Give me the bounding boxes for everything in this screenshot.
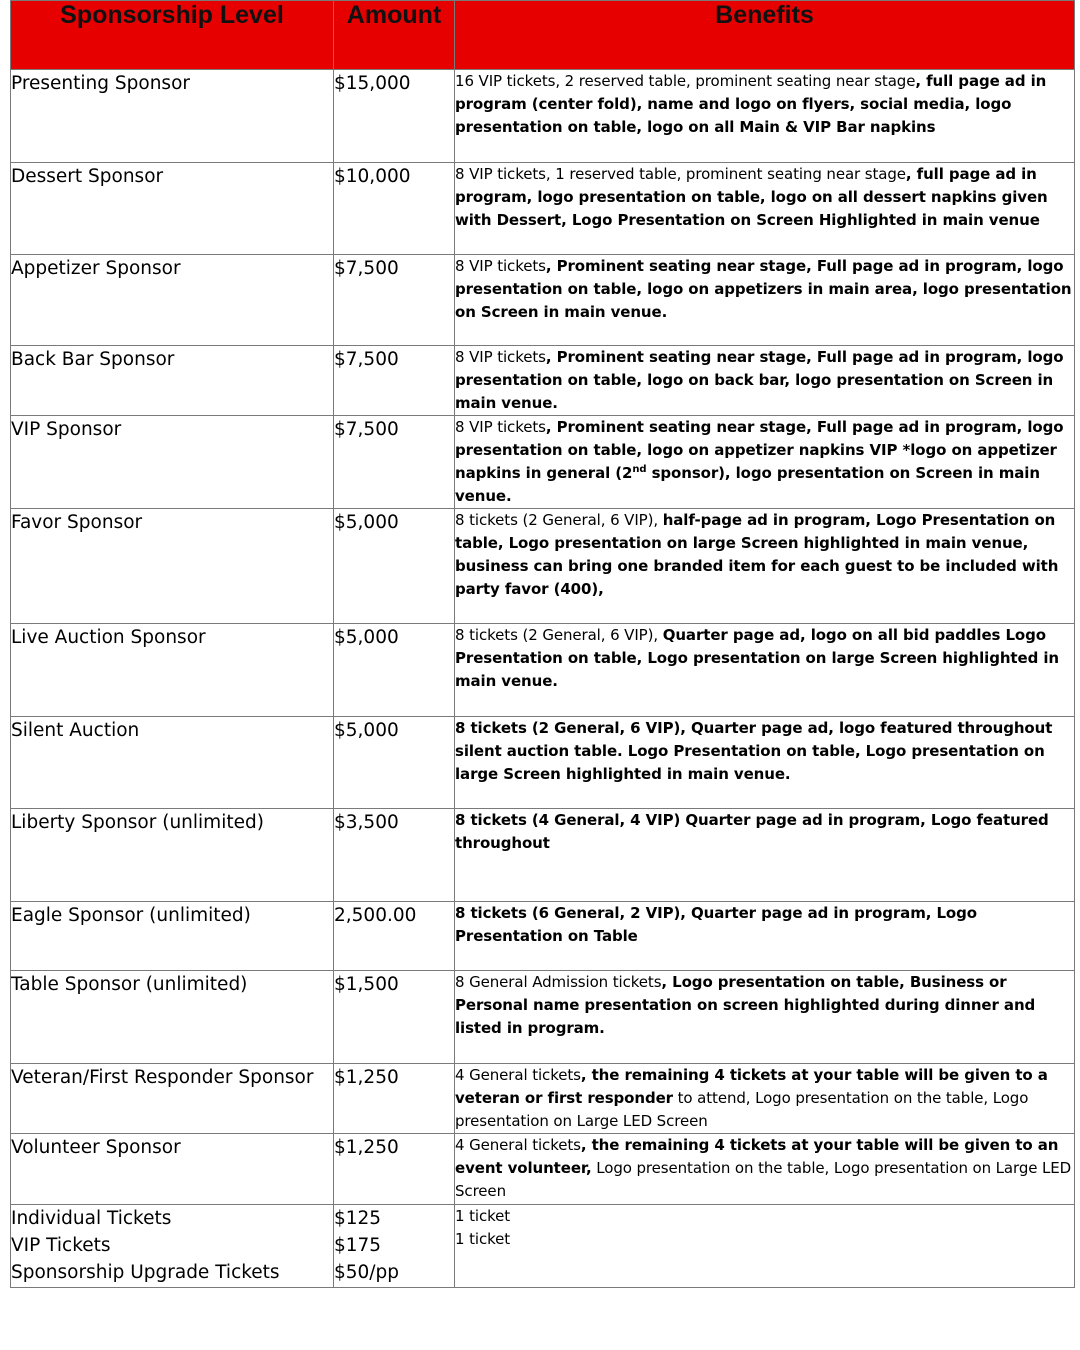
table-row [11, 971, 1075, 1064]
benefits-cell: 8 tickets (2 General, 6 VIP), Quarter page ad, logo featured throughout silent auction table. Logo Presentation on table, Logo presentation on large Screen highlighted in main venue. [455, 717, 1075, 809]
table-row [11, 1134, 1075, 1205]
benefits-cell: 8 tickets (2 General, 6 VIP), half-page ad in program, Logo Presentation on table, Logo presentation on large Screen highlighted in main venue, business can bring one branded item for each guest to be included with party favor (400), [455, 509, 1075, 624]
table-row [11, 809, 1075, 902]
ticket-benefit: 1 ticket [455, 1207, 511, 1225]
ticket-level: Sponsorship Upgrade Tickets [11, 1262, 280, 1283]
tickets-amount-cell [334, 1205, 455, 1288]
header-amount: Amount [334, 1, 455, 70]
sponsorship-table [10, 0, 1075, 1288]
amount-cell: $1,250 [334, 1134, 455, 1205]
ticket-amount: $175 [334, 1235, 382, 1256]
tickets-level-cell [11, 1205, 334, 1288]
table-row [11, 416, 1075, 509]
table-row [11, 1064, 1075, 1134]
table-row [11, 509, 1075, 624]
amount-cell: $15,000 [334, 70, 455, 163]
amount-cell: $10,000 [334, 163, 455, 255]
table-row [11, 717, 1075, 809]
level-cell: Table Sponsor (unlimited) [11, 971, 334, 1064]
amount-cell: $7,500 [334, 416, 455, 509]
level-cell: Liberty Sponsor (unlimited) [11, 809, 334, 902]
header-row [11, 1, 1075, 70]
amount-cell: $5,000 [334, 509, 455, 624]
table-row-tickets [11, 1205, 1075, 1288]
benefits-cell: 8 General Admission tickets, Logo presentation on table, Business or Personal name presentation on screen highlighted during dinner and listed in program. [455, 971, 1075, 1064]
table-row [11, 902, 1075, 971]
table-row [11, 346, 1075, 416]
ticket-level: Individual Tickets [11, 1208, 172, 1229]
amount-cell: $7,500 [334, 255, 455, 346]
level-cell: Veteran/First Responder Sponsor [11, 1064, 334, 1134]
table-row [11, 70, 1075, 163]
level-cell: VIP Sponsor [11, 416, 334, 509]
table-row [11, 163, 1075, 255]
benefits-cell: 8 VIP tickets, 1 reserved table, prominent seating near stage, full page ad in program, logo presentation on table, logo on all dessert napkins given with Dessert, Logo Presentation on Screen Highlighted in main venue [455, 163, 1075, 255]
benefits-cell: 8 tickets (4 General, 4 VIP) Quarter page ad in program, Logo featured throughout [455, 809, 1075, 902]
amount-cell: $1,500 [334, 971, 455, 1064]
tickets-benefits-cell [455, 1205, 1075, 1288]
ticket-benefit: 1 ticket [455, 1230, 511, 1248]
amount-cell: $5,000 [334, 717, 455, 809]
benefits-cell: 4 General tickets, the remaining 4 tickets at your table will be given to an event volunteer, Logo presentation on the table, Logo presentation on Large LED Screen [455, 1134, 1075, 1205]
benefits-cell: 8 VIP tickets, Prominent seating near stage, Full page ad in program, logo presentation on table, logo on appetizers in main area, logo presentation on Screen in main venue. [455, 255, 1075, 346]
level-cell: Eagle Sponsor (unlimited) [11, 902, 334, 971]
benefits-cell: 4 General tickets, the remaining 4 tickets at your table will be given to a veteran or first responder to attend, Logo presentation on the table, Logo presentation on Large LED Screen [455, 1064, 1075, 1134]
level-cell: Appetizer Sponsor [11, 255, 334, 346]
amount-cell: $3,500 [334, 809, 455, 902]
amount-cell: $7,500 [334, 346, 455, 416]
benefits-cell: 8 tickets (6 General, 2 VIP), Quarter page ad in program, Logo Presentation on Table [455, 902, 1075, 971]
header-level: Sponsorship Level [11, 1, 334, 70]
ticket-amount: $125 [334, 1208, 382, 1229]
amount-cell: $5,000 [334, 624, 455, 717]
amount-cell: 2,500.00 [334, 902, 455, 971]
level-cell: Presenting Sponsor [11, 70, 334, 163]
benefits-cell: 8 VIP tickets, Prominent seating near stage, Full page ad in program, logo presentation on table, logo on back bar, logo presentation on Screen in main venue. [455, 346, 1075, 416]
level-cell: Dessert Sponsor [11, 163, 334, 255]
level-cell: Favor Sponsor [11, 509, 334, 624]
ticket-amount: $50/pp [334, 1262, 400, 1283]
benefits-cell: 16 VIP tickets, 2 reserved table, prominent seating near stage, full page ad in program (center fold), name and logo on flyers, social media, logo presentation on table, logo on all Main & VIP Bar napkins [455, 70, 1075, 163]
header-benefits: Benefits [455, 1, 1075, 70]
amount-cell: $1,250 [334, 1064, 455, 1134]
level-cell: Back Bar Sponsor [11, 346, 334, 416]
level-cell: Live Auction Sponsor [11, 624, 334, 717]
table-row [11, 624, 1075, 717]
level-cell: Volunteer Sponsor [11, 1134, 334, 1205]
level-cell: Silent Auction [11, 717, 334, 809]
benefits-cell: 8 VIP tickets, Prominent seating near stage, Full page ad in program, logo presentation on table, logo on appetizer napkins VIP *logo on appetizer napkins in general (2nd sponsor), logo presentation on Screen in main venue. [455, 416, 1075, 509]
table-row [11, 255, 1075, 346]
benefits-cell: 8 tickets (2 General, 6 VIP), Quarter page ad, logo on all bid paddles Logo Presentation on table, Logo presentation on large Screen highlighted in main venue. [455, 624, 1075, 717]
ticket-level: VIP Tickets [11, 1235, 111, 1256]
